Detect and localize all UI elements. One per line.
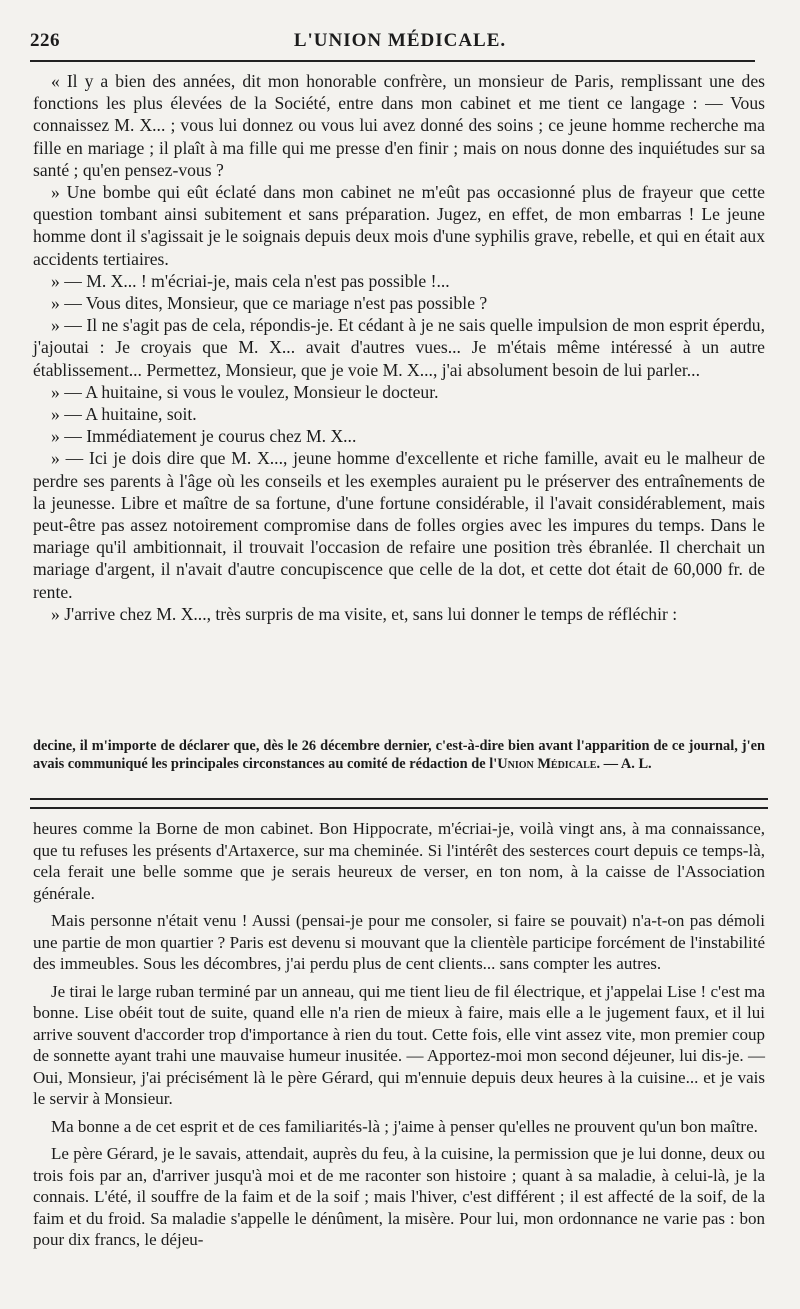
paragraph: » — Vous dites, Monsieur, que ce mariage n'est pas possible ? <box>51 293 488 314</box>
page-number: 226 <box>30 30 60 51</box>
footnote-journal-name: Union Médicale <box>497 755 597 772</box>
paragraph: » — Il ne s'agit pas de cela, répondis-je. Et cédant à je ne sais quelle impulsion de mon esprit éperdu, j'ajoutai : Je croyais que M. X... avait d'autres vues... Je m'étais même intéressé à un autre établissement... Permettez, Monsieur, que je voie M. X..., j'ai absolument besoin de lui parler... <box>33 315 765 380</box>
paragraph: Le père Gérard, je le savais, attendait, auprès du feu, à la cuisine, la permission que je lui donne, deux ou trois fois par an, d'arriver jusqu'à moi et de me raconter son histoire ; quant à sa maladie, à celui-là, je la connais. L'été, il souffre de la faim et de la soif ; mais l'hiver, c'est différent ; il est affecté de la soif, de la faim et du froid. Sa maladie s'appelle le dénûment, la misère. Pour lui, mon ordonnance ne varie pas : bon pour dix francs, le déjeu- <box>33 1144 765 1249</box>
paragraph: Ma bonne a de cet esprit et de ces familiarités-là ; j'aime à penser qu'elles ne prouvent qu'un bon maître. <box>51 1116 758 1136</box>
paragraph: » — M. X... ! m'écriai-je, mais cela n'est pas possible !... <box>51 270 450 291</box>
footnote <box>33 738 765 773</box>
paragraph: » — A huitaine, si vous le voulez, Monsieur le docteur. <box>51 381 439 402</box>
lower-text-block <box>33 818 765 1251</box>
upper-text-block <box>33 70 765 625</box>
section-divider <box>30 798 768 809</box>
paragraph: » — Ici je dois dire que M. X..., jeune homme d'excellente et riche famille, avait eu le malheur de perdre ses parents à l'âge où les conseils et les exemples auraient pu le préserver des entraînements de la jeunesse. Libre et maître de sa fortune, d'une fortune considérable, il l'avait considérablement, mais peut-être pas assez notoirement compromise dans de folles orgies avec les impures du temps. Dans le mariage qu'il ambitionnait, il trouvait l'occasion de refaire une position très ébranlée. Il cherchait un mariage d'argent, il n'avait d'autre concupiscence que celle de la dot, et cette dot était de 60,000 fr. de rente. <box>33 448 765 602</box>
paragraph: » — A huitaine, soit. <box>51 404 197 425</box>
journal-title: L'UNION MÉDICALE. <box>293 30 507 51</box>
footnote-text: decine, il m'importe de déclarer que, dès le 26 décembre dernier, c'est-à-dire bien avant l'apparition de ce journal, j'en avais communiqué les principales circonstances au comité de rédaction de l' <box>33 738 765 772</box>
footnote-signature: . — A. L. <box>596 755 652 772</box>
paragraph: » — Immédiatement je courus chez M. X... <box>51 426 357 447</box>
header-rule <box>30 60 755 62</box>
paragraph: « Il y a bien des années, dit mon honorable confrère, un monsieur de Paris, remplissant une des fonctions les plus élevées de la Société, entre dans mon cabinet et me tient ce langage : — Vous connaissez M. X... ; vous lui donnez ou vous lui avez donné des soins ; ce jeune homme recherche ma fille en mariage ; il plaît à ma fille qui me presse d'en finir ; mais on nous donne des inquiétudes sur sa santé ; qu'en pensez-vous ? <box>33 71 765 180</box>
paragraph: » Une bombe qui eût éclaté dans mon cabinet ne m'eût pas occasionné plus de frayeur que cette question tombant ainsi subitement et sans préparation. Jugez, en effet, de mon embarras ! Le jeune homme dont il s'agissait je le soignais depuis deux mois d'une syphilis grave, rebelle, et qui en était aux accidents tertiaires. <box>33 182 765 269</box>
paragraph: Mais personne n'était venu ! Aussi (pensai-je pour me consoler, si faire se pouvait) n'a-t-on pas démoli une partie de mon quartier ? Paris est devenu si mouvant que la clientèle participe forcément de l'instabilité des immeubles. Sous les décombres, j'ai perdu plus de cent clients... sans compter les autres. <box>33 911 765 973</box>
paragraph: heures comme la Borne de mon cabinet. Bon Hippocrate, m'écriai-je, voilà vingt ans, à ma connaissance, que tu refuses les présents d'Artaxerce, sur ma cheminée. Si l'intérêt des sesterces court depuis ce temps-là, cela ferait une belle somme que je serais heureux de verser, en ton nom, à la caisse de l'Association générale. <box>33 819 765 903</box>
paragraph: Je tirai le large ruban terminé par un anneau, qui me tient lieu de fil électrique, et j'appelai Lise ! c'est ma bonne. Lise obéit tout de suite, quand elle n'a rien de mieux à faire, mais elle a le jugement faux, et il lui arrive souvent d'accorder trop d'importance à rien du tout. Cette fois, elle vint assez vite, mon premier coup de sonnette ayant trahi une mauvaise humeur inusitée. — Apportez-moi mon second déjeuner, lui dis-je. — Oui, Monsieur, j'ai précisément là le père Gérard, qui m'ennuie depuis deux heures à la cuisine... et je vais le servir à Monsieur. <box>33 981 765 1108</box>
page-header <box>30 24 770 58</box>
paragraph: » J'arrive chez M. X..., très surpris de ma visite, et, sans lui donner le temps de réfléchir : <box>51 603 678 624</box>
